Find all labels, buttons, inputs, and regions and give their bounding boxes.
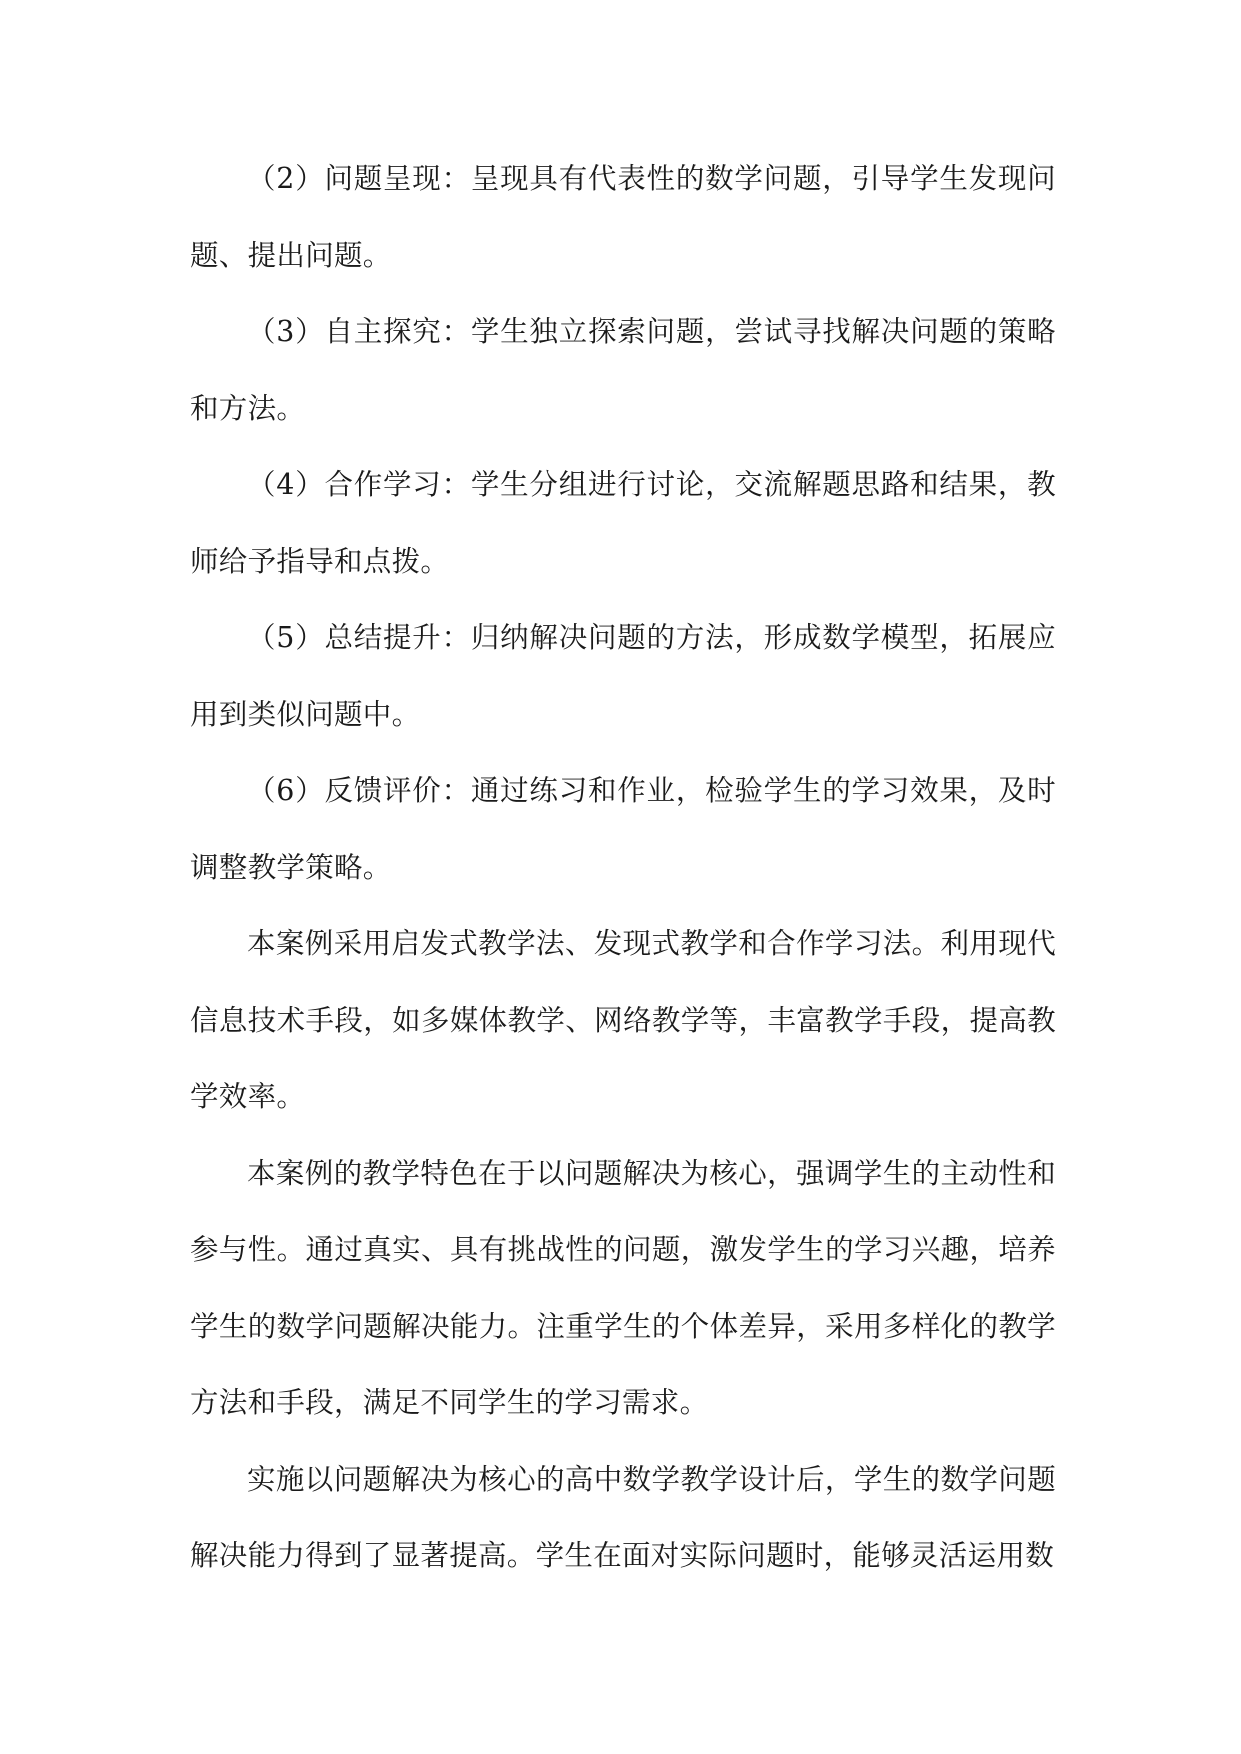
paragraph-teaching-methods: 本案例采用启发式教学法、发现式教学和合作学习法。利用现代信息技术手段，如多媒体教学、网络教学等，丰富教学手段，提高教学效率。 xyxy=(190,927,1056,1113)
paragraph-step-4-cooperative-learning: （4）合作学习：学生分组进行讨论，交流解题思路和结果，教师给予指导和点拨。 xyxy=(190,468,1056,578)
paragraph-step-2-problem-presentation: （2）问题呈现：呈现具有代表性的数学问题，引导学生发现问题、提出问题。 xyxy=(190,162,1056,272)
paragraph-step-3-independent-inquiry: （3）自主探究：学生独立探索问题，尝试寻找解决问题的策略和方法。 xyxy=(190,315,1056,425)
document-page xyxy=(190,141,1056,1595)
paragraph-implementation-results: 实施以问题解决为核心的高中数学教学设计后，学生的数学问题解决能力得到了显著提高。学生在面对实际问题时，能够灵活运用数 xyxy=(190,1462,1056,1572)
paragraph-step-6-feedback: （6）反馈评价：通过练习和作业，检验学生的学习效果，及时调整教学策略。 xyxy=(190,774,1056,884)
paragraph-teaching-features: 本案例的教学特色在于以问题解决为核心，强调学生的主动性和参与性。通过真实、具有挑战性的问题，激发学生的学习兴趣，培养学生的数学问题解决能力。注重学生的个体差异，采用多样化的教学方法和手段，满足不同学生的学习需求。 xyxy=(190,1156,1056,1419)
paragraph-step-5-summary: （5）总结提升：归纳解决问题的方法，形成数学模型，拓展应用到类似问题中。 xyxy=(190,621,1056,731)
